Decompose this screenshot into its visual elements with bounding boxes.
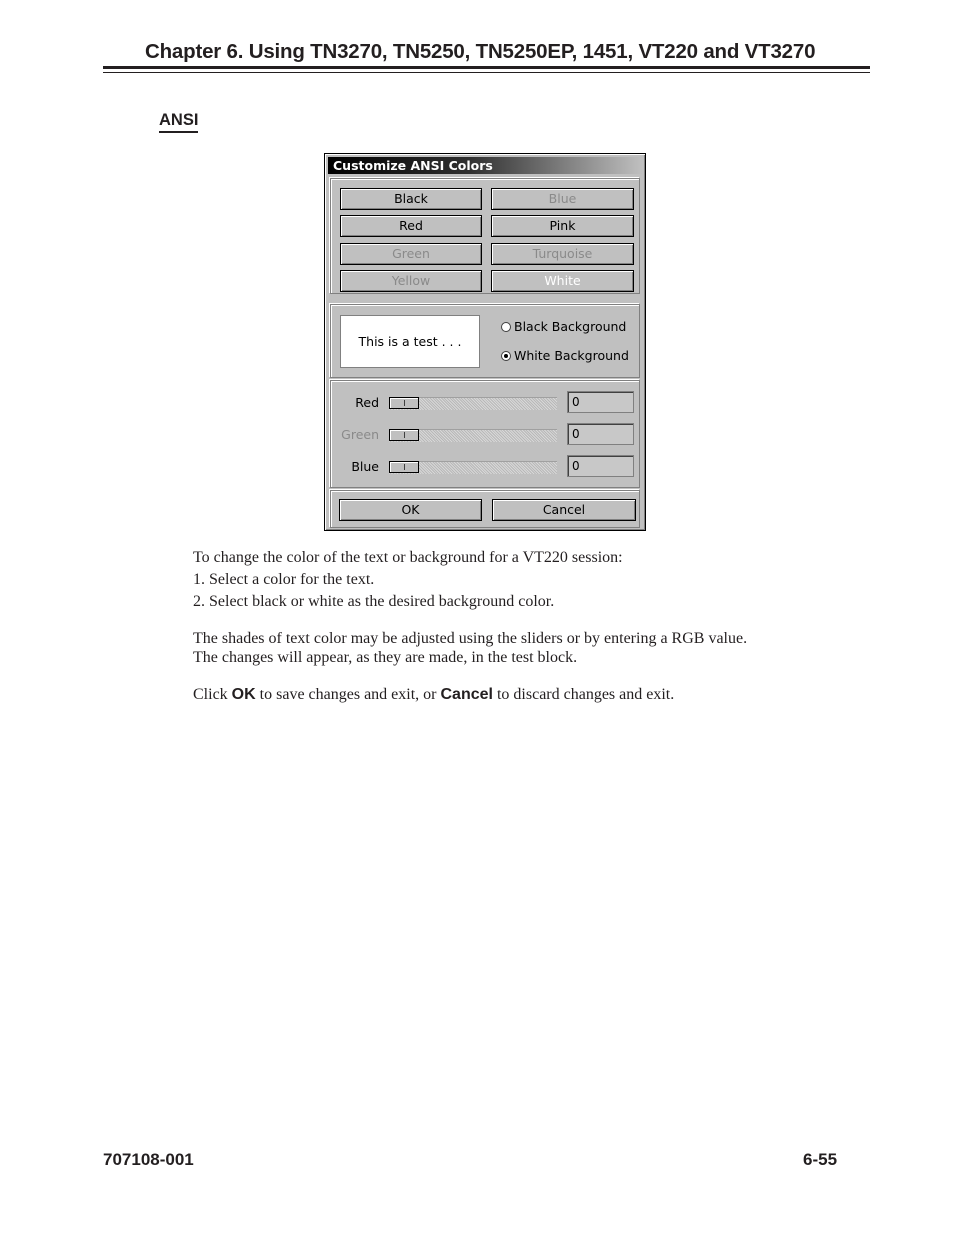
cancel-reference: Cancel [440, 686, 493, 703]
ok-reference: OK [231, 686, 256, 703]
document-number: 707108-001 [103, 1150, 194, 1169]
radio-checked-icon[interactable] [501, 351, 511, 361]
color-button-green[interactable]: Green [340, 243, 482, 265]
black-background-option[interactable] [501, 319, 626, 335]
header-rule-thick [103, 66, 870, 69]
white-background-option[interactable] [501, 348, 629, 364]
step-1: 1. Select a color for the text. [193, 571, 375, 588]
red-slider-thumb[interactable] [389, 397, 419, 409]
color-button-turquoise[interactable]: Turquoise [491, 243, 634, 265]
blue-value-field[interactable]: 0 [567, 455, 634, 477]
cancel-button[interactable]: Cancel [492, 499, 636, 521]
color-button-yellow[interactable]: Yellow [340, 270, 482, 292]
color-button-red[interactable]: Red [340, 215, 482, 237]
green-slider-label: Green [341, 427, 379, 442]
rgb-sliders-panel [330, 380, 640, 488]
header-rule-thin [103, 72, 870, 73]
page-number: 6-55 [803, 1150, 838, 1169]
background-panel [330, 304, 640, 378]
intro-text: To change the color of the text or background for a VT220 session: [193, 549, 623, 566]
shades-text-line-1: The shades of text color may be adjusted using the sliders or by entering a RGB value. [193, 630, 748, 647]
action-buttons-panel [330, 490, 640, 528]
red-slider-label: Red [355, 395, 379, 410]
green-slider[interactable] [389, 429, 557, 442]
click-prefix: Click [193, 686, 232, 703]
blue-slider[interactable] [389, 461, 557, 474]
click-suffix: to discard changes and exit. [492, 686, 675, 703]
click-instructions [193, 685, 674, 705]
green-value-field[interactable]: 0 [567, 423, 634, 445]
color-button-pink[interactable]: Pink [491, 215, 634, 237]
color-button-blue[interactable]: Blue [491, 188, 634, 210]
click-middle: to save changes and exit, or [255, 686, 441, 703]
color-buttons-panel [330, 178, 640, 294]
test-block: This is a test . . . [340, 315, 480, 368]
shades-text-line-2: The changes will appear, as they are made, in the test block. [193, 649, 578, 666]
blue-slider-label: Blue [351, 459, 379, 474]
black-background-label: Black Background [514, 319, 627, 334]
white-background-label: White Background [514, 348, 629, 363]
dialog-title-bar[interactable]: Customize ANSI Colors [328, 157, 642, 174]
radio-unchecked-icon[interactable] [501, 322, 511, 332]
customize-ansi-colors-dialog [324, 153, 646, 531]
green-slider-thumb[interactable] [389, 429, 419, 441]
color-button-white[interactable]: White [491, 270, 634, 292]
step-2: 2. Select black or white as the desired background color. [193, 593, 555, 610]
section-heading: ANSI [159, 110, 198, 133]
color-button-black[interactable]: Black [340, 188, 482, 210]
red-slider[interactable] [389, 397, 557, 410]
chapter-title: Chapter 6. Using TN3270, TN5250, TN5250EP, 1451, VT220 and VT3270 [145, 40, 816, 63]
ok-button[interactable]: OK [339, 499, 482, 521]
blue-slider-thumb[interactable] [389, 461, 419, 473]
red-value-field[interactable]: 0 [567, 391, 634, 413]
